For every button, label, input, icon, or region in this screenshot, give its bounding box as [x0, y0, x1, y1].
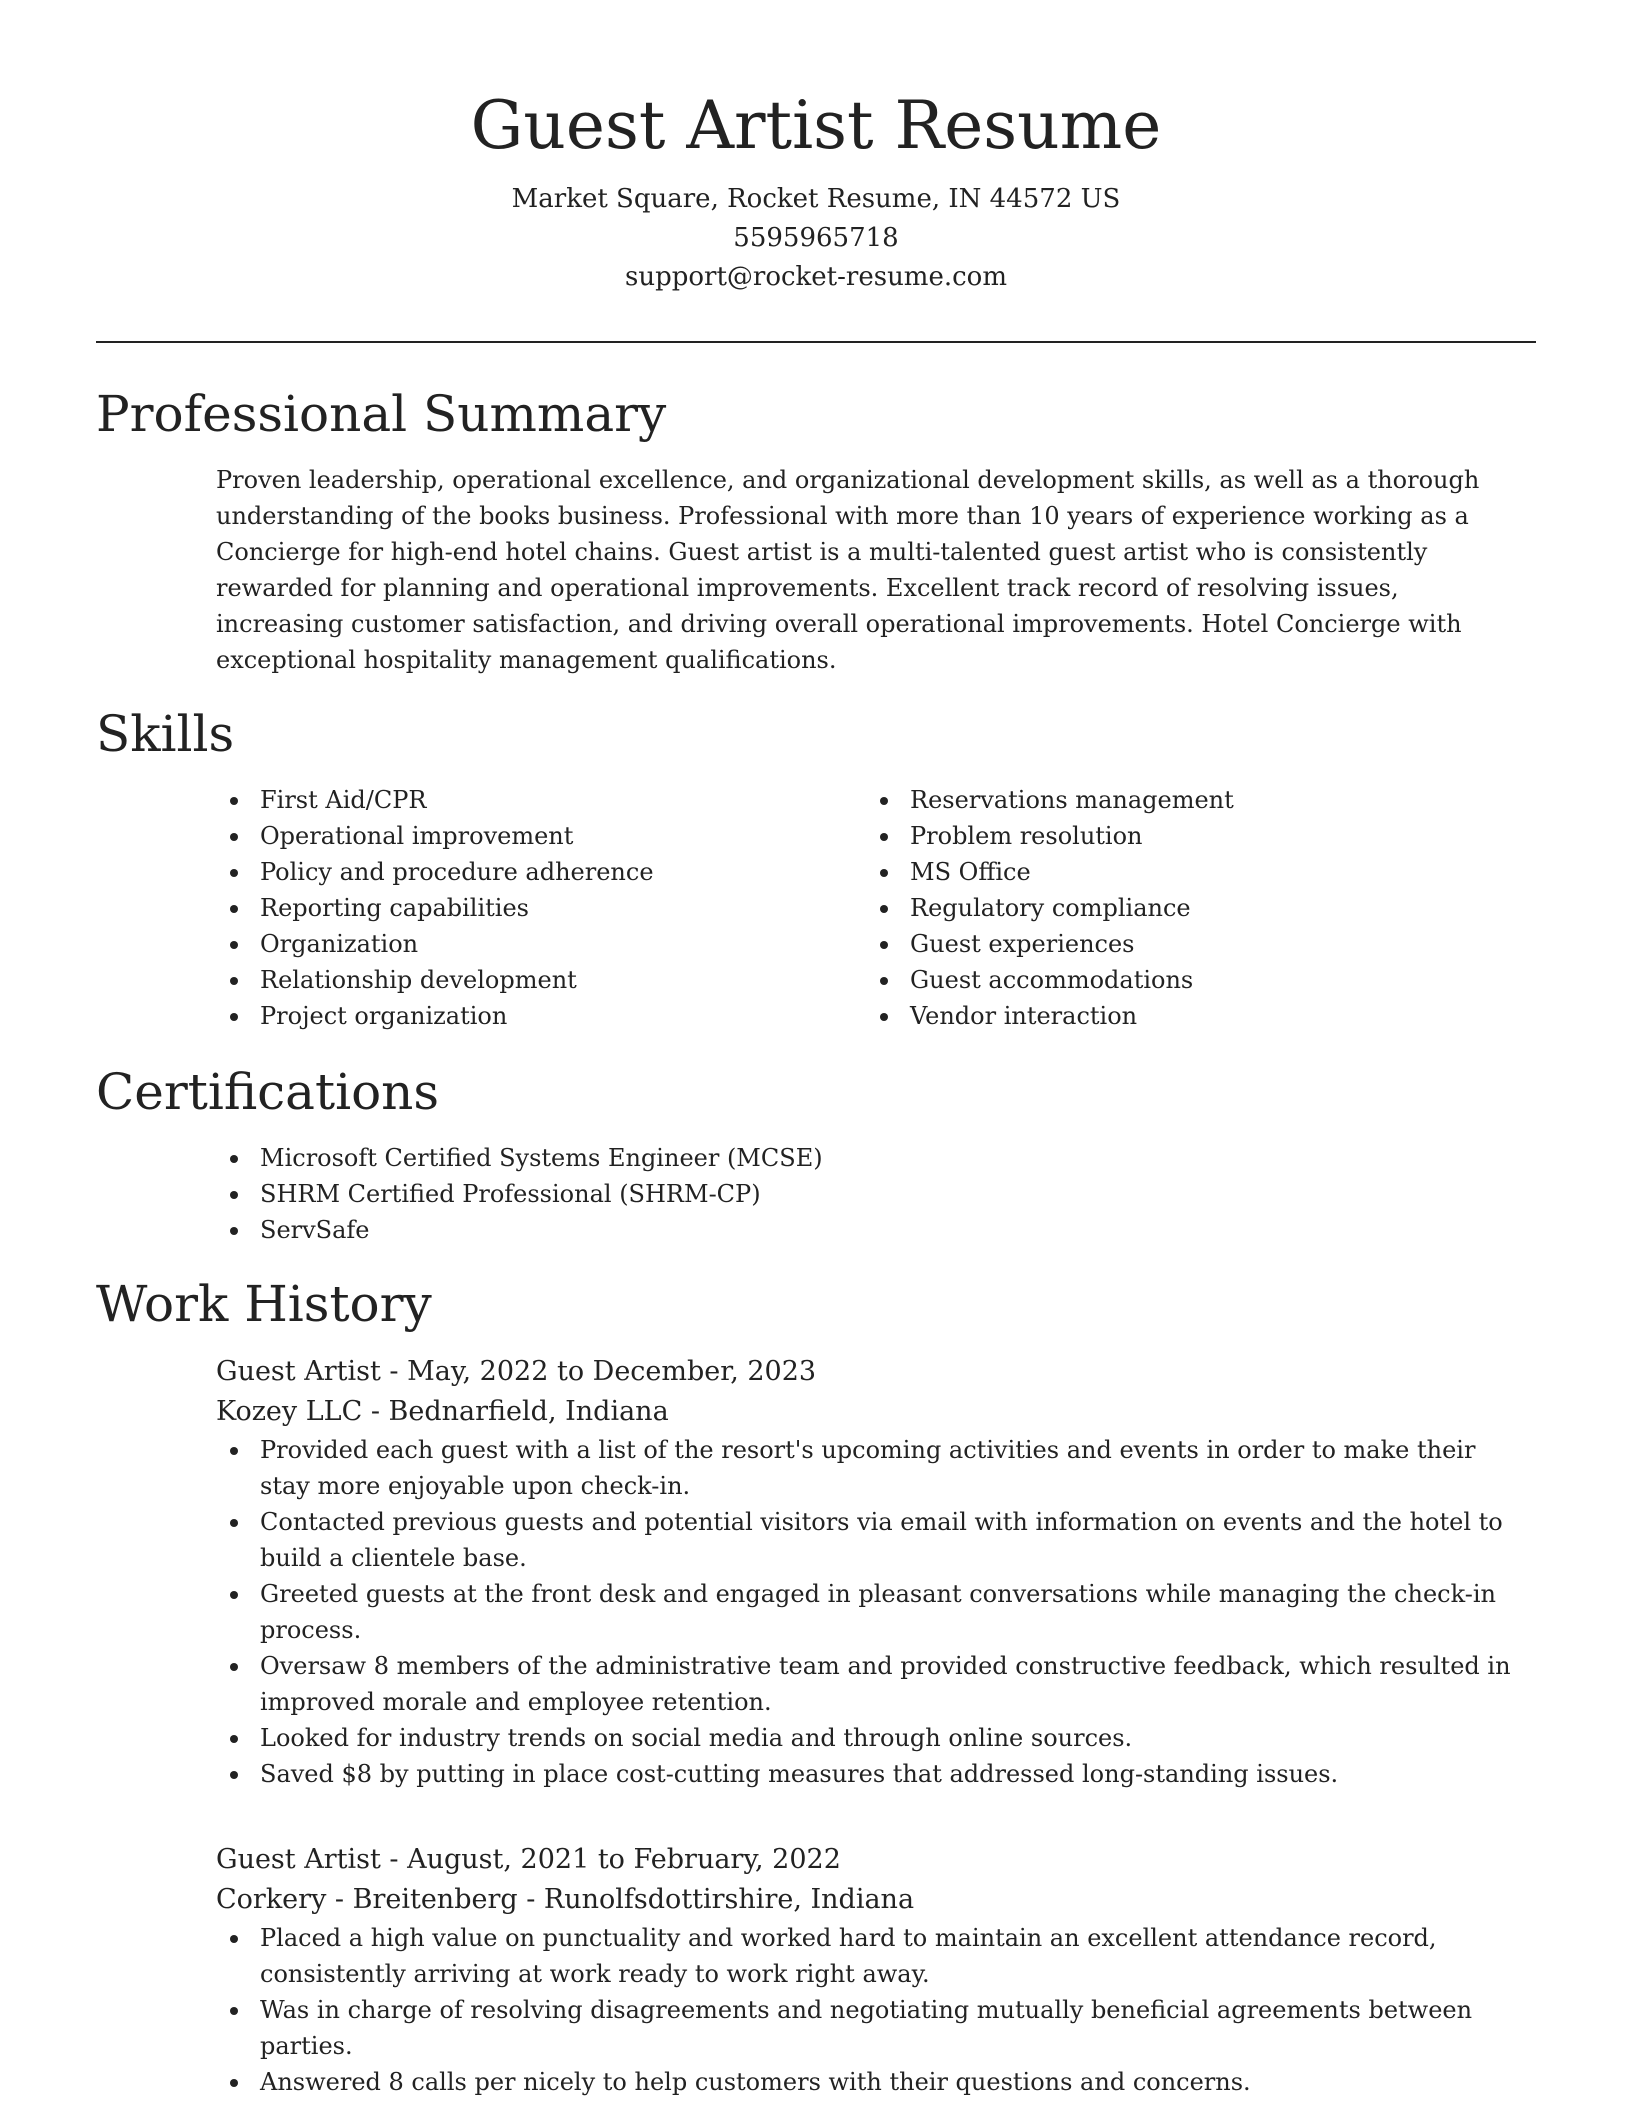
job-entry	[216, 1352, 1526, 1792]
list-item: MS Office	[866, 854, 1486, 890]
list-item: Regulatory compliance	[866, 890, 1486, 926]
list-item: Relationship development	[216, 962, 836, 998]
list-item: SHRM Certified Professional (SHRM-CP)	[216, 1176, 1216, 1212]
contact-email: support@rocket-resume.com	[624, 262, 1007, 292]
list-item: Placed a high value on punctuality and worked hard to maintain an excellent attendance record, consistently arriving at work ready to work right away.	[216, 1920, 1526, 1992]
list-item: Policy and procedure adherence	[216, 854, 836, 890]
summary-text: Proven leadership, operational excellence, and organizational development skills, as well as a thorough understanding of the books business. Professional with more than 10 years of experience working as a Concierge for high-end hotel chains. Guest artist is a multi-talented guest artist who is consistently rewarded for planning and operational improvements. Excellent track record of resolving issues, increasing customer satisfaction, and driving overall operational improvements. Hotel Concierge with exceptional hospitality management qualifications.	[216, 466, 1480, 674]
list-item: Operational improvement	[216, 818, 836, 854]
resume-header	[96, 82, 1536, 297]
work-history-heading: Work History	[96, 1275, 432, 1333]
list-item: Guest accommodations	[866, 962, 1486, 998]
list-item: Greeted guests at the front desk and engaged in pleasant conversations while managing the check-in process.	[216, 1576, 1526, 1648]
job-role-dates: Guest Artist - May, 2022 to December, 2023	[216, 1356, 817, 1387]
contact-block	[96, 180, 1536, 297]
contact-phone: 5595965718	[733, 223, 899, 253]
list-item: Provided each guest with a list of the resort's upcoming activities and events in order to make their stay more enjoyable upon check-in.	[216, 1432, 1526, 1504]
list-item: Reporting capabilities	[216, 890, 836, 926]
list-item: Guest experiences	[866, 926, 1486, 962]
list-item: Project organization	[216, 998, 836, 1034]
job-role-dates: Guest Artist - August, 2021 to February, 2022	[216, 1844, 841, 1875]
list-item: ServSafe	[216, 1212, 1216, 1248]
skills-heading: Skills	[96, 705, 235, 763]
skills-list-left	[216, 782, 836, 1034]
list-item: Contacted previous guests and potential visitors via email with information on events and the hotel to build a clientele base.	[216, 1504, 1526, 1576]
contact-address: Market Square, Rocket Resume, IN 44572 US	[511, 184, 1121, 214]
job-company-location: Corkery - Breitenberg - Runolfsdottirshire, Indiana	[216, 1884, 915, 1915]
list-item: Saved $8 by putting in place cost-cutting measures that addressed long-standing issues.	[216, 1756, 1526, 1792]
job-entry	[216, 1840, 1526, 2100]
list-item: Problem resolution	[866, 818, 1486, 854]
list-item: Answered 8 calls per nicely to help customers with their questions and concerns.	[216, 2064, 1526, 2100]
job-company-location: Kozey LLC - Bednarfield, Indiana	[216, 1396, 669, 1427]
list-item: Vendor interaction	[866, 998, 1486, 1034]
skills-list-right	[866, 782, 1486, 1034]
header-divider	[96, 341, 1536, 343]
job-bullets	[216, 1920, 1526, 2100]
certifications-list	[216, 1140, 1216, 1248]
list-item: Organization	[216, 926, 836, 962]
certifications-heading: Certifications	[96, 1063, 440, 1121]
list-item: Looked for industry trends on social media and through online sources.	[216, 1720, 1526, 1756]
page-title: Guest Artist Resume	[470, 87, 1162, 164]
list-item: Reservations management	[866, 782, 1486, 818]
list-item: Was in charge of resolving disagreements and negotiating mutually beneficial agreements between parties.	[216, 1992, 1526, 2064]
summary-heading: Professional Summary	[96, 385, 667, 443]
list-item: First Aid/CPR	[216, 782, 836, 818]
list-item: Oversaw 8 members of the administrative team and provided constructive feedback, which resulted in improved morale and employee retention.	[216, 1648, 1526, 1720]
job-bullets	[216, 1432, 1526, 1792]
list-item: Microsoft Certified Systems Engineer (MCSE)	[216, 1140, 1216, 1176]
